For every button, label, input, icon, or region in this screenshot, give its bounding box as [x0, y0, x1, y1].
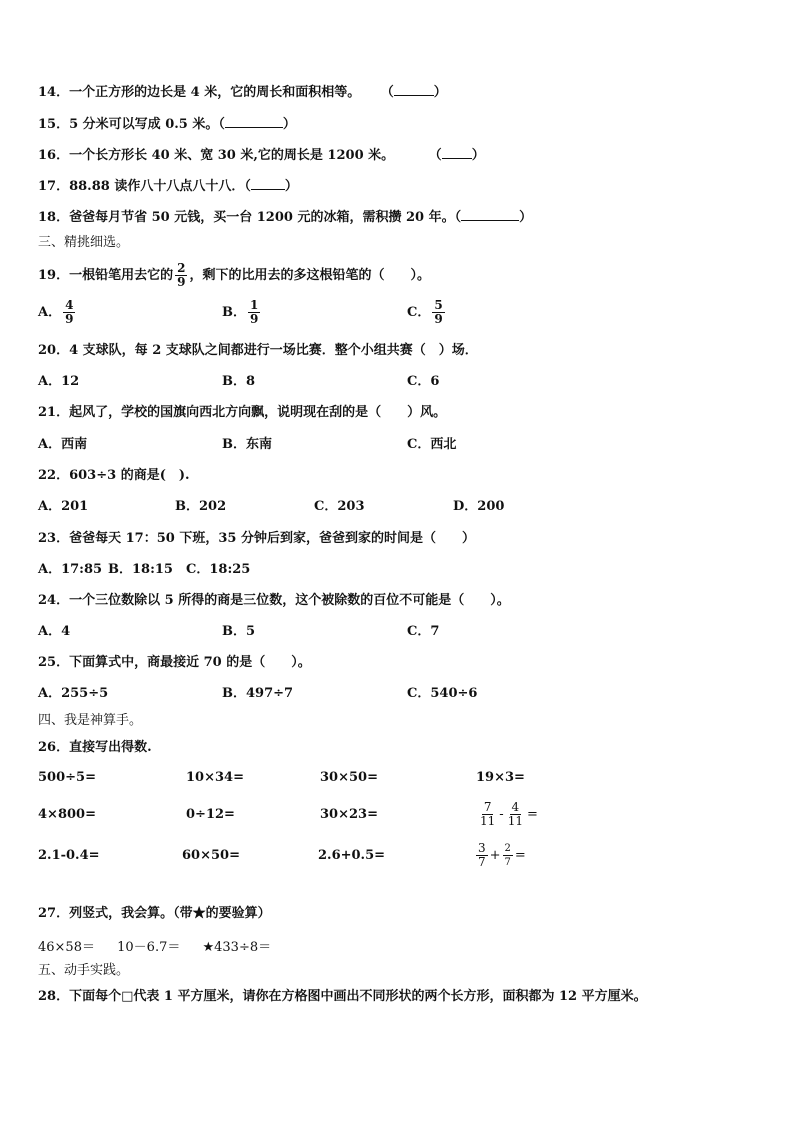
operator: +	[489, 848, 501, 863]
vertical-calc-items	[38, 936, 289, 955]
question-18-text: 18．爸爸每月节省 50 元钱，买一台 1200 元的冰箱，需积攒 20 年。（	[38, 210, 462, 225]
question-17	[38, 177, 298, 195]
question-16	[38, 146, 485, 164]
option-label: A．	[38, 305, 62, 320]
option-a[interactable]: A．255÷5	[38, 686, 109, 701]
option-c[interactable]: C．7	[407, 624, 440, 639]
question-15-text: 15．5 分米可以写成 0.5 米。（	[38, 117, 225, 132]
option-b[interactable]: B．8	[222, 374, 256, 389]
question-24: 24．一个三位数除以 5 所得的商是三位数，这个被除数的百位不可能是（ ）。	[38, 593, 510, 608]
fraction	[476, 842, 488, 869]
fraction-numerator: 4	[511, 800, 520, 814]
calc-item: 30×50=	[320, 770, 378, 785]
fraction-numerator: 4	[65, 298, 74, 312]
question-22: 22．603÷3 的商是( ).	[38, 468, 190, 483]
calc-item: 2.6+0.5=	[318, 848, 386, 863]
fraction	[478, 801, 497, 828]
equals-sign: =	[526, 807, 538, 822]
question-14-text: 14．一个正方形的边长是 4 米，它的周长和面积相等。	[38, 85, 361, 100]
question-16-close-paren: ）	[471, 148, 485, 163]
option-b[interactable]: B．东南	[222, 437, 272, 452]
option-c[interactable]: C．540÷6	[407, 686, 478, 701]
calc-item: 500÷5=	[38, 770, 96, 785]
fraction	[506, 801, 525, 828]
option-b[interactable]: B．18:15	[108, 562, 173, 577]
fraction-denominator: 11	[480, 814, 496, 828]
question-18	[38, 208, 532, 226]
fraction-denominator: 9	[434, 312, 443, 326]
calc-item: 4×800=	[38, 807, 96, 822]
equals-sign: =	[514, 848, 526, 863]
fraction-numerator: 2	[504, 843, 511, 854]
question-19-text-post: ，剩下的比用去的多这根铅笔的（ ）。	[189, 268, 430, 283]
section-heading-5: 五、动手实践。	[38, 963, 130, 978]
answer-blank[interactable]	[225, 115, 283, 128]
option-c[interactable]	[407, 298, 447, 328]
option-b[interactable]	[222, 298, 262, 328]
fraction-numerator: 1	[250, 298, 259, 312]
section-heading-3: 三、精挑细选。	[38, 235, 130, 250]
question-17-close-paren: ）	[284, 179, 298, 194]
question-15-close-paren: ）	[282, 117, 296, 132]
question-23: 23．爸爸每天 17：50 下班，35 分钟后到家，爸爸到家的时间是（ ）	[38, 531, 475, 546]
question-28: 28．下面每个□代表 1 平方厘米，请你在方格图中画出不同形状的两个长方形，面积都为 12 平方厘米。	[38, 989, 647, 1004]
option-a[interactable]: A．17:85	[38, 562, 103, 577]
answer-blank[interactable]	[461, 208, 519, 221]
question-15	[38, 115, 296, 133]
fraction	[432, 299, 444, 326]
operator: -	[499, 807, 504, 822]
question-14-open-paren: （	[380, 85, 394, 100]
fraction-numerator: 3	[478, 841, 486, 855]
option-a[interactable]: A．西南	[38, 437, 88, 452]
calc-item: 10－6.7＝	[117, 940, 181, 955]
option-b[interactable]: B．497÷7	[222, 686, 294, 701]
answer-blank[interactable]	[394, 83, 434, 96]
fraction-denominator: 9	[65, 312, 74, 326]
answer-blank[interactable]	[251, 177, 285, 190]
calc-item: ★433÷8＝	[202, 940, 272, 955]
calc-item: 46×58＝	[38, 940, 95, 955]
option-c[interactable]: C．203	[314, 499, 365, 514]
fraction	[63, 299, 75, 326]
option-a[interactable]: A．4	[38, 624, 71, 639]
option-d[interactable]: D．200	[453, 499, 505, 514]
option-c[interactable]: C．西北	[407, 437, 457, 452]
question-21: 21．起风了，学校的国旗向西北方向飘，说明现在刮的是（ ）风。	[38, 405, 447, 420]
calc-item: 2.1-0.4=	[38, 848, 100, 863]
question-14	[38, 83, 447, 101]
option-a[interactable]: A．201	[38, 499, 89, 514]
question-20: 20．4 支球队，每 2 支球队之间都进行一场比赛．整个小组共赛（ ）场．	[38, 343, 478, 358]
calc-item: 10×34=	[186, 770, 244, 785]
question-18-close-paren: ）	[519, 210, 533, 225]
question-25: 25．下面算式中，商最接近 70 的是（ ）。	[38, 655, 311, 670]
question-19	[38, 262, 430, 290]
option-b[interactable]: B．202	[175, 499, 227, 514]
fraction	[175, 262, 187, 289]
fraction-denominator: 9	[177, 275, 186, 289]
fraction-numerator: 2	[177, 261, 186, 275]
fraction	[248, 299, 260, 326]
fraction-denominator: 7	[478, 855, 486, 869]
option-label: B．	[222, 305, 246, 320]
question-27: 27．列竖式，我会算。（带★的要验算）	[38, 906, 271, 921]
calc-item-fraction	[476, 795, 538, 835]
fraction-numerator: 7	[483, 800, 492, 814]
question-26: 26．直接写出得数.	[38, 740, 152, 755]
option-a[interactable]	[38, 298, 77, 328]
question-16-open-paren: （	[428, 148, 442, 163]
fraction	[503, 842, 513, 869]
option-b[interactable]: B．5	[222, 624, 256, 639]
question-19-text-pre: 19．一根铅笔用去它的	[38, 268, 174, 283]
fraction-denominator: 11	[507, 814, 523, 828]
calc-item: 60×50=	[182, 848, 240, 863]
calc-item: 0÷12=	[186, 807, 235, 822]
question-16-text: 16．一个长方形长 40 米、宽 30 米,它的周长是 1200 米。	[38, 148, 395, 163]
option-label: C．	[407, 305, 431, 320]
calc-item: 19×3=	[476, 770, 525, 785]
fraction-denominator: 7	[504, 857, 511, 868]
question-17-text: 17．88.88 读作八十八点八十八．（	[38, 179, 251, 194]
fraction-numerator: 5	[434, 298, 443, 312]
calc-item: 30×23=	[320, 807, 378, 822]
calc-item-fraction	[474, 836, 526, 876]
option-c[interactable]: C．18:25	[186, 562, 251, 577]
answer-blank[interactable]	[442, 146, 472, 159]
option-c[interactable]: C．6	[407, 374, 440, 389]
fraction-denominator: 9	[250, 312, 259, 326]
option-a[interactable]: A．12	[38, 374, 80, 389]
question-14-close-paren: ）	[433, 85, 447, 100]
section-heading-4: 四、我是神算手。	[38, 713, 143, 728]
